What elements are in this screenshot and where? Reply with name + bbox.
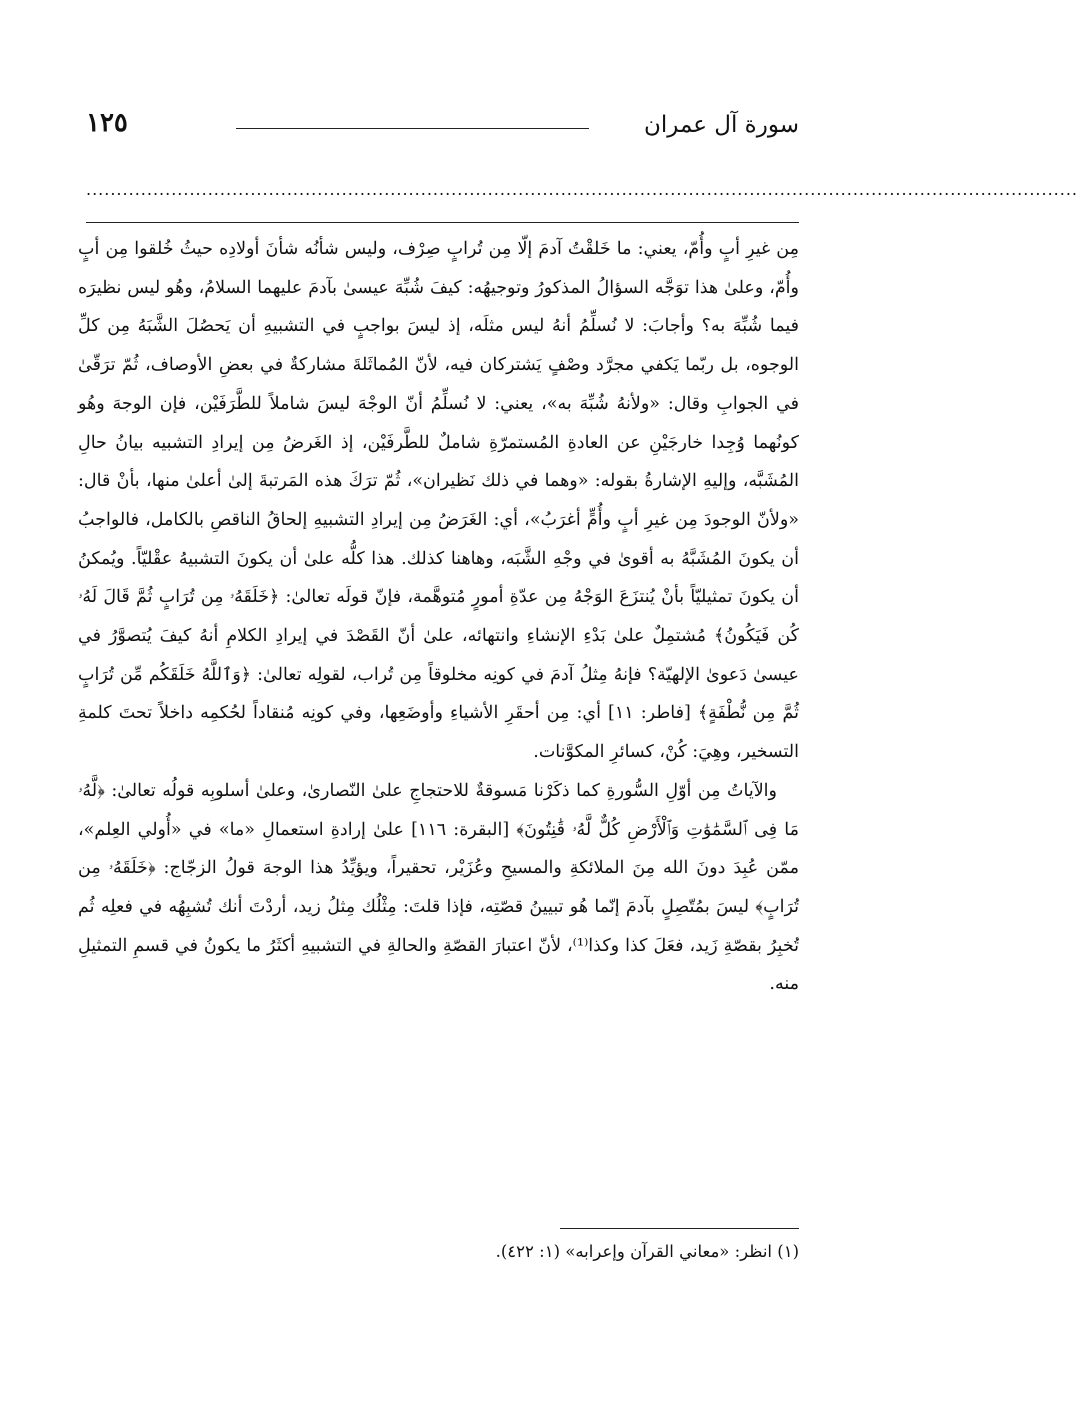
page-number: ١٢٥ [86, 108, 128, 138]
main-text [78, 230, 799, 1004]
paragraph-2: والآياتُ مِن أوّلِ السُّورةِ كما ذكَرْنا مَسوقةٌ للاحتجاجِ علىٰ النّصارىٰ، وعلىٰ أسلوبِه قولُه تعالىٰ: ﴿لَّهُۥ مَا فِى ٱلسَّمَٰوَٰتِ وَٱلْأَرْضِ كُلٌّ لَّهُۥ قَٰنِتُونَ﴾ [البقرة: ١١٦] علىٰ إرادةِ استعمالِ «ما» في «أُولي العِلم»، ممّن عُبِدَ دونَ الله مِنَ الملائكةِ والمسيحِ وعُزَيْر، تحقيراً، ويؤيِّدُ هذا الوجهَ قولُ الزجّاج: ﴿خَلَقَهُۥ مِن تُرَابٍ﴾ ليسَ بمُتّصِلٍ بآدمَ إنّما هُو تبيينُ قصّتِه، فإذا قلتَ: مِثْلُك مِثلُ زيد، أردْتَ أنك تُشبِهُه في فعلِه ثُم تُخبِرُ بقصّةِ زَيد، فعَلَ كذا وكذا⁽¹⁾، لأنّ اعتبارَ القصّةِ والحالةِ في التشبيهِ أكثَرُ ما يكونُ في قسمِ التمثيلِ منه. [78, 780, 799, 995]
header-rule [236, 128, 589, 129]
footnote-rule [560, 1228, 799, 1229]
footnote: (١) انظر: «معاني القرآن وإعرابه» (١: ٤٢٢). [495, 1242, 799, 1261]
text-top-rule [86, 222, 799, 223]
paragraph-1: مِن غيرِ أبٍ وأُمّ، يعني: ما خَلقْتُ آدمَ إلّا مِن تُرابٍ صِرْف، وليس شأنُه شأنَ أولادِه حيثُ خُلقوا مِن أبٍ وأُمّ، وعلىٰ هذا توَجَّه السؤالُ المذكورُ وتوجيهُه: كيفَ شُبِّهَ عيسىٰ بآدمَ عليهما السلامُ، وهُو ليس نظيرَه فيما شُبِّهَ به؟ وأجابَ: لا نُسلِّمُ أنهُ ليس مثلَه، إذ ليسَ بواجبٍ في التشبيهِ أن يَحصُلَ الشَّبَهُ مِن كلِّ الوجوه، بل ربّما يَكفي مجرَّد وصْفٍ يَشتركان فيه، لأنّ المُماثَلةَ مشاركةٌ في بعضِ الأوصاف، ثُمّ ترَقّىٰ في الجوابِ وقال: «ولأنهُ شُبِّهَ به»، يعني: لا نُسلِّمُ أنّ الوجْهَ ليسَ شاملاً للطَّرَفَيْن، فإن الوجهَ وهُو كونُهما وُجِدا خارجَيْنِ عن العادةِ المُستمرّةِ شاملٌ للطَّرفَيْن، إذ الغَرضُ مِن إيرادِ التشبيه بيانُ حالِ المُشَبَّه، وإليهِ الإشارةُ بقوله: «وهما في ذلك نَظيران»، ثُمّ ترَكَ هذه المَرتبةَ إلىٰ أعلىٰ منها، بأنْ قال: «ولأنّ الوجودَ مِن غيرِ أبٍ وأُمٍّ أغرَبُ»، أي: الغَرَضُ مِن إيرادِ التشبيهِ إلحاقُ الناقصِ بالكامل، فالواجبُ أن يكونَ المُشَبَّهُ به أقوىٰ في وجْهِ الشَّبَه، وهاهنا كذلك. هذا كلُّه علىٰ أن يكونَ التشبيهُ عقْليّاً. ويُمكنُ أن يكونَ تمثيليّاً بأنْ يُنتزَعَ الوَجْهُ مِن عدّةِ أمورٍ مُتوهَّمة، فإنّ قولَه تعالىٰ: ﴿خَلَقَهُۥ مِن تُرَابٍ ثُمَّ قَالَ لَهُۥ كُن فَيَكُونُ﴾ مُشتمِلٌ علىٰ بَدْءِ الإنشاءِ وانتهائه، علىٰ أنّ القَصْدَ في إيرادِ الكلامِ أنهُ كيفَ يُتصوَّرُ في عيسىٰ دَعوىٰ الإلهيّة؟ فإنهُ مِثلُ آدمَ في كونِه مخلوقاً مِن تُراب، لقولِه تعالىٰ: ﴿وَٱللَّهُ خَلَقَكُم مِّن تُرَابٍ ثُمَّ مِن نُّطْفَةٍ﴾ [فاطر: ١١] أي: مِن أحقَرِ الأشياءِ وأوضَعِها، وفي كونِه مُنقاداً لحُكمِه داخلاً تحتَ كلمةِ التسخير، وهِيَ: كُنْ، كسائرِ المكوَّنات. [78, 239, 799, 763]
page-header [86, 108, 799, 156]
dotted-separator: ................................................................................................................................................................... [86, 180, 1078, 199]
sura-title: سورة آل عمران [643, 112, 799, 138]
